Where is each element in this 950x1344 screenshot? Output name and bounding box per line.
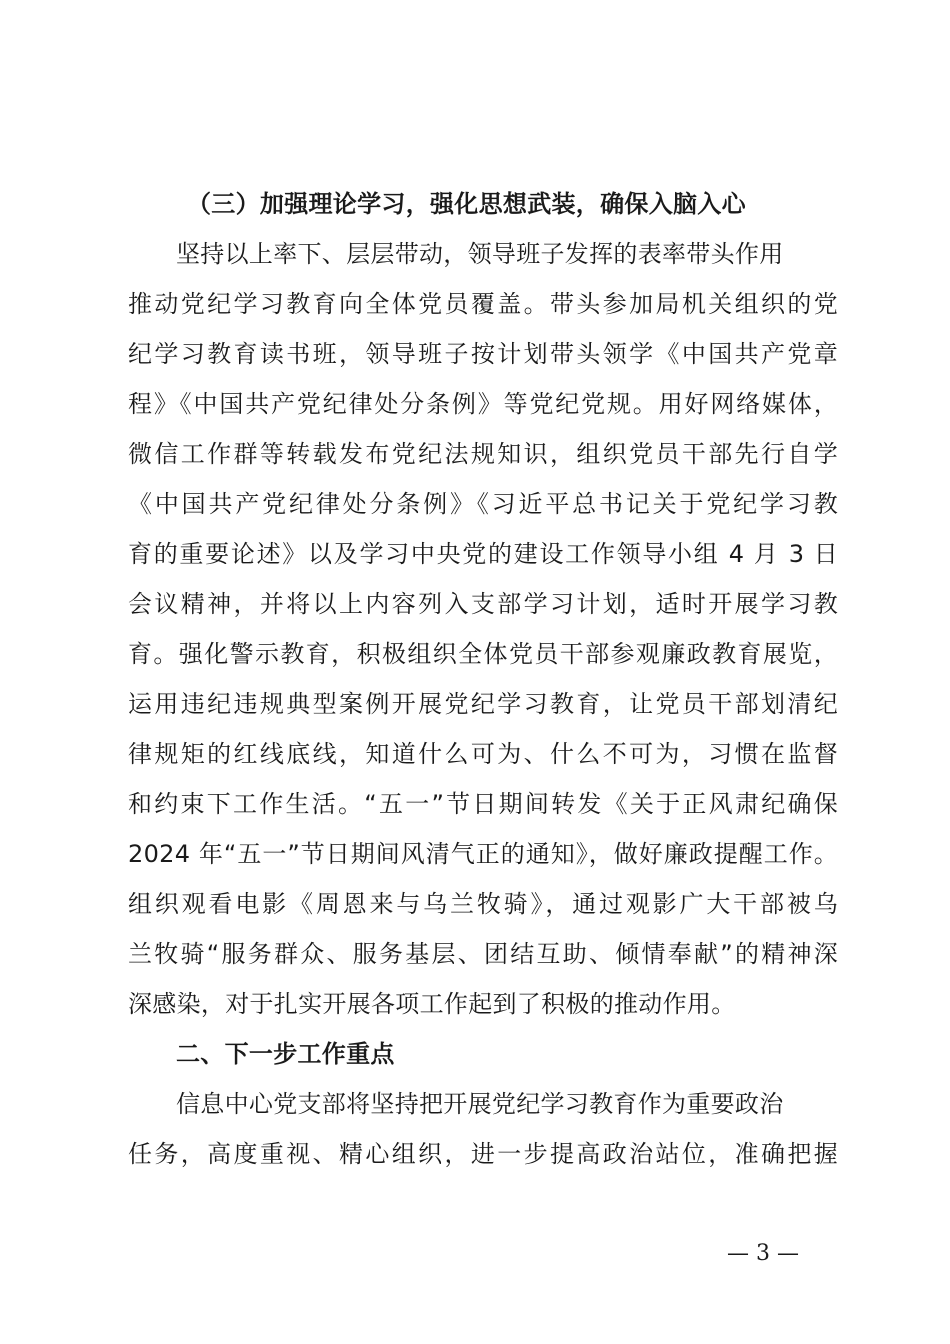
paragraph-line: 深感染，对于扎实开展各项工作起到了积极的推动作用。 (128, 990, 736, 1018)
paragraph-line: 运用违纪违规典型案例开展党纪学习教育，让党员干部划清纪 (128, 690, 838, 718)
paragraph-line: 任务，高度重视、精心组织，进一步提高政治站位，准确把握 (128, 1140, 838, 1168)
paragraph-line: 信息中心党支部将坚持把开展党纪学习教育作为重要政治 (176, 1090, 784, 1118)
paragraph-line: 坚持以上率下、层层带动，领导班子发挥的表率带头作用 (176, 240, 784, 268)
paragraph-line: 推动党纪学习教育向全体党员覆盖。带头参加局机关组织的党 (128, 290, 838, 318)
paragraph-line: 2024 年“五一”节日期间风清气正的通知》，做好廉政提醒工作。 (128, 840, 839, 868)
paragraph-line: 育。强化警示教育，积极组织全体党员干部参观廉政教育展览， (128, 640, 838, 668)
paragraph-line: 纪学习教育读书班，领导班子按计划带头领学《中国共产党章 (128, 340, 838, 368)
paragraph-line: 律规矩的红线底线，知道什么可为、什么不可为，习惯在监督 (128, 740, 838, 768)
section-heading: （三）加强理论学习，强化思想武装，确保入脑入心 (187, 190, 746, 218)
paragraph-line: 会议精神，并将以上内容列入支部学习计划，适时开展学习教 (128, 590, 838, 618)
paragraph-line: 育的重要论述》以及学习中央党的建设工作领导小组 4 月 3 日 (128, 540, 838, 568)
paragraph-line: 组织观看电影《周恩来与乌兰牧骑》，通过观影广大干部被乌 (128, 890, 838, 918)
paragraph-line: 《中国共产党纪律处分条例》《习近平总书记关于党纪学习教 (128, 490, 838, 518)
paragraph-line: 兰牧骑“服务群众、服务基层、团结互助、倾情奉献”的精神深 (128, 940, 838, 968)
paragraph-line: 和约束下工作生活。“五一”节日期间转发《关于正风肃纪确保 (128, 790, 838, 818)
page-number: — 3 — (727, 1241, 799, 1266)
paragraph-line: 微信工作群等转载发布党纪法规知识，组织党员干部先行自学 (128, 440, 838, 468)
part-heading: 二、下一步工作重点 (176, 1040, 395, 1068)
paragraph-line: 程》《中国共产党纪律处分条例》等党纪党规。用好网络媒体， (128, 390, 838, 418)
